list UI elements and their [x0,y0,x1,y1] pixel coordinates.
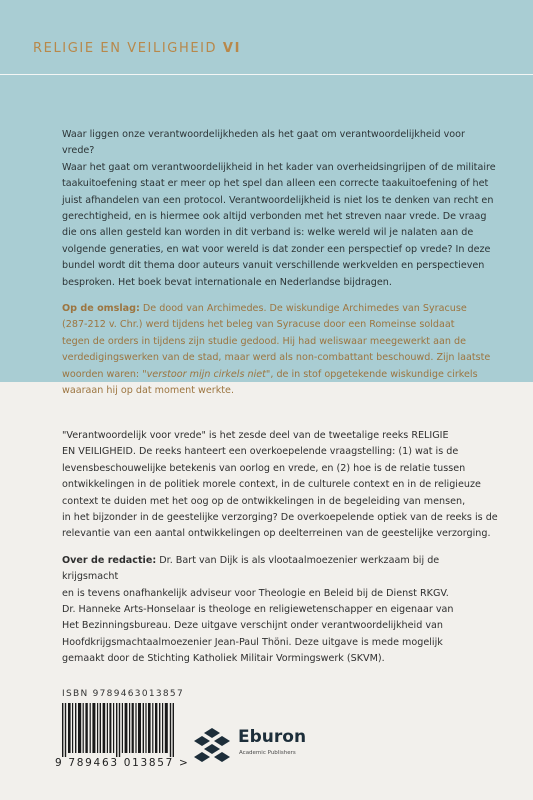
blurb-block [62,127,498,400]
isbn-label: ISBN 9789463013857 [62,689,184,699]
intro-paragraph: Waar liggen onze verantwoordelijkheden als het gaat om verantwoordelijkheid voor vrede? Waar het gaat om verantwoordelijkheid in het kader van overheidsingrijpen of de militaire taakuitoefening staat er meer op het spel dan alleen een correcte taakuitoefening of het juist afhandelen van een protocol. Verantwoordelijkheid is niet los te denken van recht en gerechtigheid, en is hiermee ook altijd verbonden met het streven naar vrede. De vraag die ons allen gesteld kan worden in dit verband is: welke wereld wil je nalaten aan de volgende generaties, en wat voor wereld is dat zonder een perspectief op vrede? In deze bundel wordt dit thema door auteurs vanuit verschillende werkvelden en perspectieven besproken. Het boek bevat internationale en Nederlandse bijdragen. [62,129,496,288]
series-info-block [62,428,498,668]
series-divider [0,74,533,75]
eburon-logo-icon [190,726,234,766]
archimedes-quote: "verstoor mijn cirkels niet" [142,368,271,380]
series-volume: VI [222,41,242,56]
publisher-tagline: Academic Publishers [239,750,296,756]
series-name: RELIGIE EN VEILIGHEID [33,41,218,56]
series-title [33,41,241,56]
editors-paragraph: Over de redactie: Dr. Bart van Dijk is als vlootaalmoezenier werkzaam bij de krijgsmacht en is tevens onafhankelijk adviseur voor Theologie en Beleid bij de Dienst RKGV. Dr. Hanneke Arts-Honselaar is theologe en religiewetenschapper en eigenaar van Het Bezinningsbureau. Deze uitgave verschijnt onder verantwoordelijkheid van Hoofdkrijgsmachtaalmoezenier Jean-Paul Thöni. Deze uitgave is mede mogelijk gemaakt door de Stichting Katholiek Militair Vormingswerk (SKVM). [62,554,454,665]
barcode-digits: 9 789463 013857 > [55,757,190,769]
series-paragraph: "Verantwoordelijk voor vrede" is het zesde deel van de tweetalige reeks RELIGIE EN VEILIGHEID. De reeks hanteert een overkoepelende vraagstelling: (1) wat is de levensbeschouwelijke betekenis van oorlog en vrede, en (2) hoe is de relatie tussen ontwikkelingen in de politiek morele context, in de culturele context en in de religieuze context te duiden met het oog op de ontwikkelingen in de begeleiding van mensen, in het bijzonder in de geestelijke verzorging? De overkoepelende optiek van de reeks is de relevantie van een aantal ontwikkelingen op deelterreinen van de geestelijke verzorging. [62,430,498,540]
barcode [62,703,174,757]
cover-note-paragraph: Op de omslag: De dood van Archimedes. De wiskundige Archimedes van Syracuse (287-212 v. Chr.) werd tijdens het beleg van Syracuse door een Romeinse soldaat tegen de orders in tijdens zijn studie gedood. Hij had weliswaar meegewerkt aan de verdedigingswerken van de stad, maar werd als non-combattant beschouwd. Zijn laatste woorden waren: "verstoor mijn cirkels niet", de in stof opgetekende wiskundige cirkels waaraan hij op dat moment werkte. [62,303,491,397]
editors-label: Over de redactie: [62,554,157,566]
publisher-name: Eburon [238,727,307,747]
cover-note-label: Op de omslag: [62,303,140,315]
